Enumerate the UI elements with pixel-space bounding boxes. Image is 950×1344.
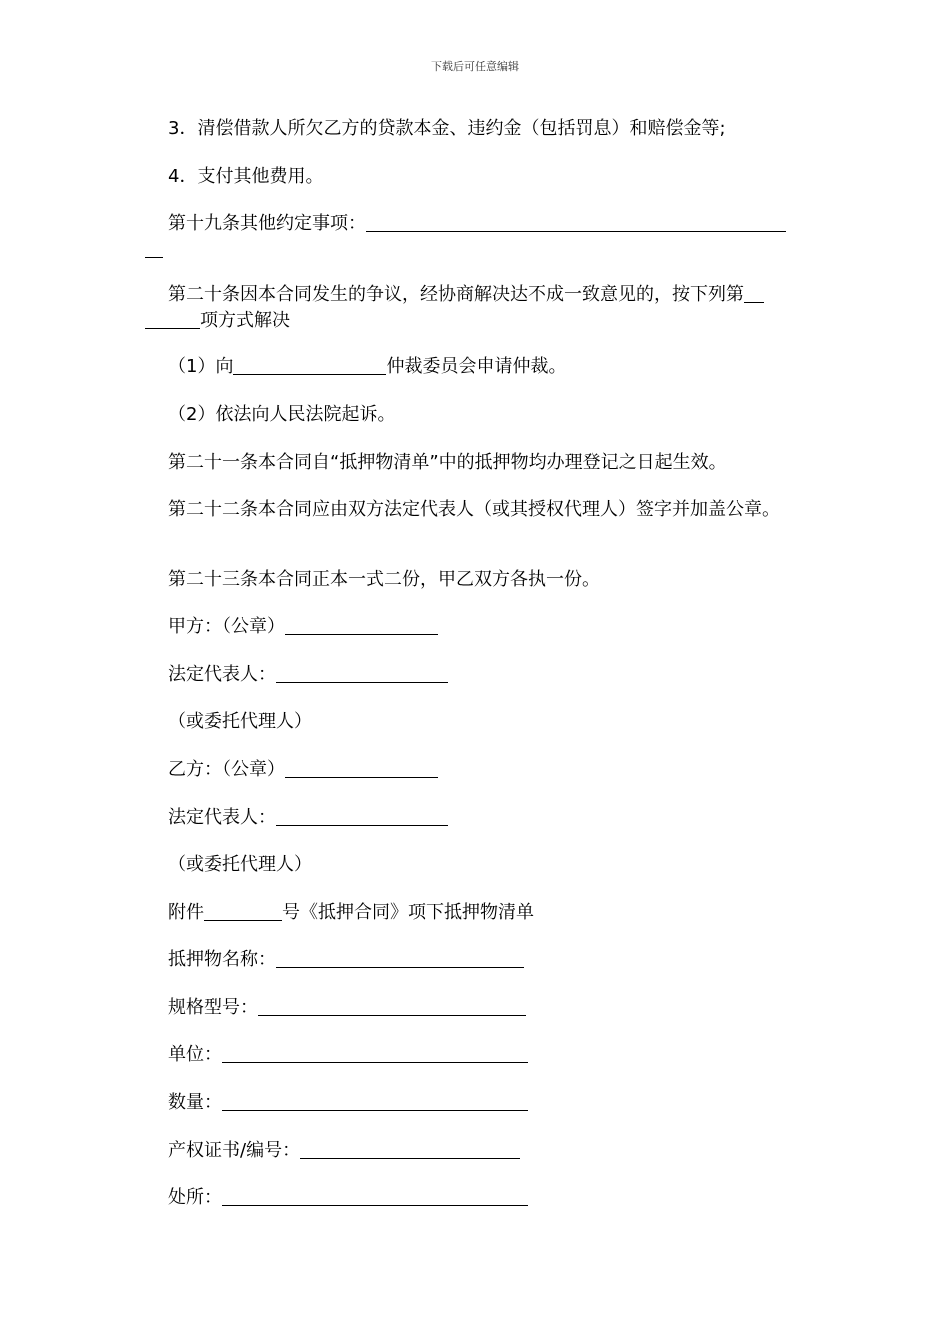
article-21: 第二十一条本合同自“抵押物清单”中的抵押物均办理登记之日起生效。 — [168, 452, 727, 473]
collateral-model-blank[interactable] — [258, 997, 526, 1016]
legal-rep-a-blank[interactable] — [276, 664, 448, 683]
article-19-blank-cont[interactable] — [145, 239, 163, 258]
option-1 — [168, 355, 566, 379]
article-22: 第二十二条本合同应由双方法定代表人（或其授权代理人）签字并加盖公章。 — [168, 499, 780, 520]
collateral-location-label: 处所： — [168, 1187, 222, 1208]
collateral-name — [168, 948, 524, 972]
clause-item-3: 3．清偿借款人所欠乙方的贷款本金、违约金（包括罚息）和赔偿金等; — [168, 118, 726, 139]
collateral-model-label: 规格型号： — [168, 997, 258, 1018]
legal-rep-b — [168, 806, 448, 830]
option-1-prefix: （1）向 — [168, 356, 234, 377]
article-20-blank[interactable] — [744, 284, 764, 303]
collateral-location — [168, 1186, 528, 1210]
collateral-model — [168, 996, 526, 1020]
collateral-unit-label: 单位： — [168, 1044, 222, 1065]
party-a — [168, 615, 438, 639]
legal-rep-b-label: 法定代表人： — [168, 807, 276, 828]
article-23: 第二十三条本合同正本一式二份，甲乙双方各执一份。 — [168, 569, 600, 590]
collateral-name-label: 抵押物名称： — [168, 949, 276, 970]
annex-number-blank[interactable] — [204, 902, 282, 921]
collateral-qty — [168, 1091, 528, 1115]
legal-rep-a-label: 法定代表人： — [168, 664, 276, 685]
article-20-text-cont: 项方式解决 — [200, 310, 290, 331]
party-a-seal-blank[interactable] — [285, 616, 438, 635]
party-b — [168, 758, 438, 782]
collateral-cert-label: 产权证书/编号： — [168, 1140, 301, 1161]
page-header: 下载后可任意编辑 — [431, 60, 519, 73]
collateral-location-blank[interactable] — [222, 1187, 528, 1206]
option-2: （2）依法向人民法院起诉。 — [168, 404, 396, 425]
party-a-label: 甲方：（公章） — [168, 616, 285, 637]
collateral-cert-blank[interactable] — [300, 1140, 520, 1159]
article-19-blank[interactable] — [366, 213, 786, 232]
agent-a: （或委托代理人） — [168, 711, 312, 732]
arbitration-committee-blank[interactable] — [233, 356, 386, 375]
clause-item-4: 4．支付其他费用。 — [168, 166, 324, 187]
party-b-seal-blank[interactable] — [285, 759, 438, 778]
article-20-text: 第二十条因本合同发生的争议，经协商解决达不成一致意见的，按下列第 — [168, 284, 744, 305]
party-b-label: 乙方：（公章） — [168, 759, 285, 780]
article-20-continuation — [145, 309, 290, 333]
collateral-qty-label: 数量： — [168, 1092, 222, 1113]
article-20-blank-cont[interactable] — [145, 310, 200, 329]
article-20 — [168, 283, 764, 307]
annex-suffix: 号《抵押合同》项下抵押物清单 — [282, 902, 534, 923]
option-1-suffix: 仲裁委员会申请仲裁。 — [386, 356, 567, 377]
legal-rep-a — [168, 663, 448, 687]
article-19-label: 第十九条其他约定事项： — [168, 213, 366, 234]
annex-prefix: 附件 — [168, 902, 204, 923]
collateral-cert — [168, 1139, 520, 1163]
collateral-qty-blank[interactable] — [222, 1092, 528, 1111]
collateral-unit — [168, 1043, 528, 1067]
agent-b: （或委托代理人） — [168, 854, 312, 875]
legal-rep-b-blank[interactable] — [276, 807, 448, 826]
article-19-continuation — [145, 238, 163, 262]
article-19 — [168, 212, 786, 236]
collateral-unit-blank[interactable] — [222, 1044, 528, 1063]
collateral-name-blank[interactable] — [276, 949, 524, 968]
annex-title — [168, 901, 534, 925]
